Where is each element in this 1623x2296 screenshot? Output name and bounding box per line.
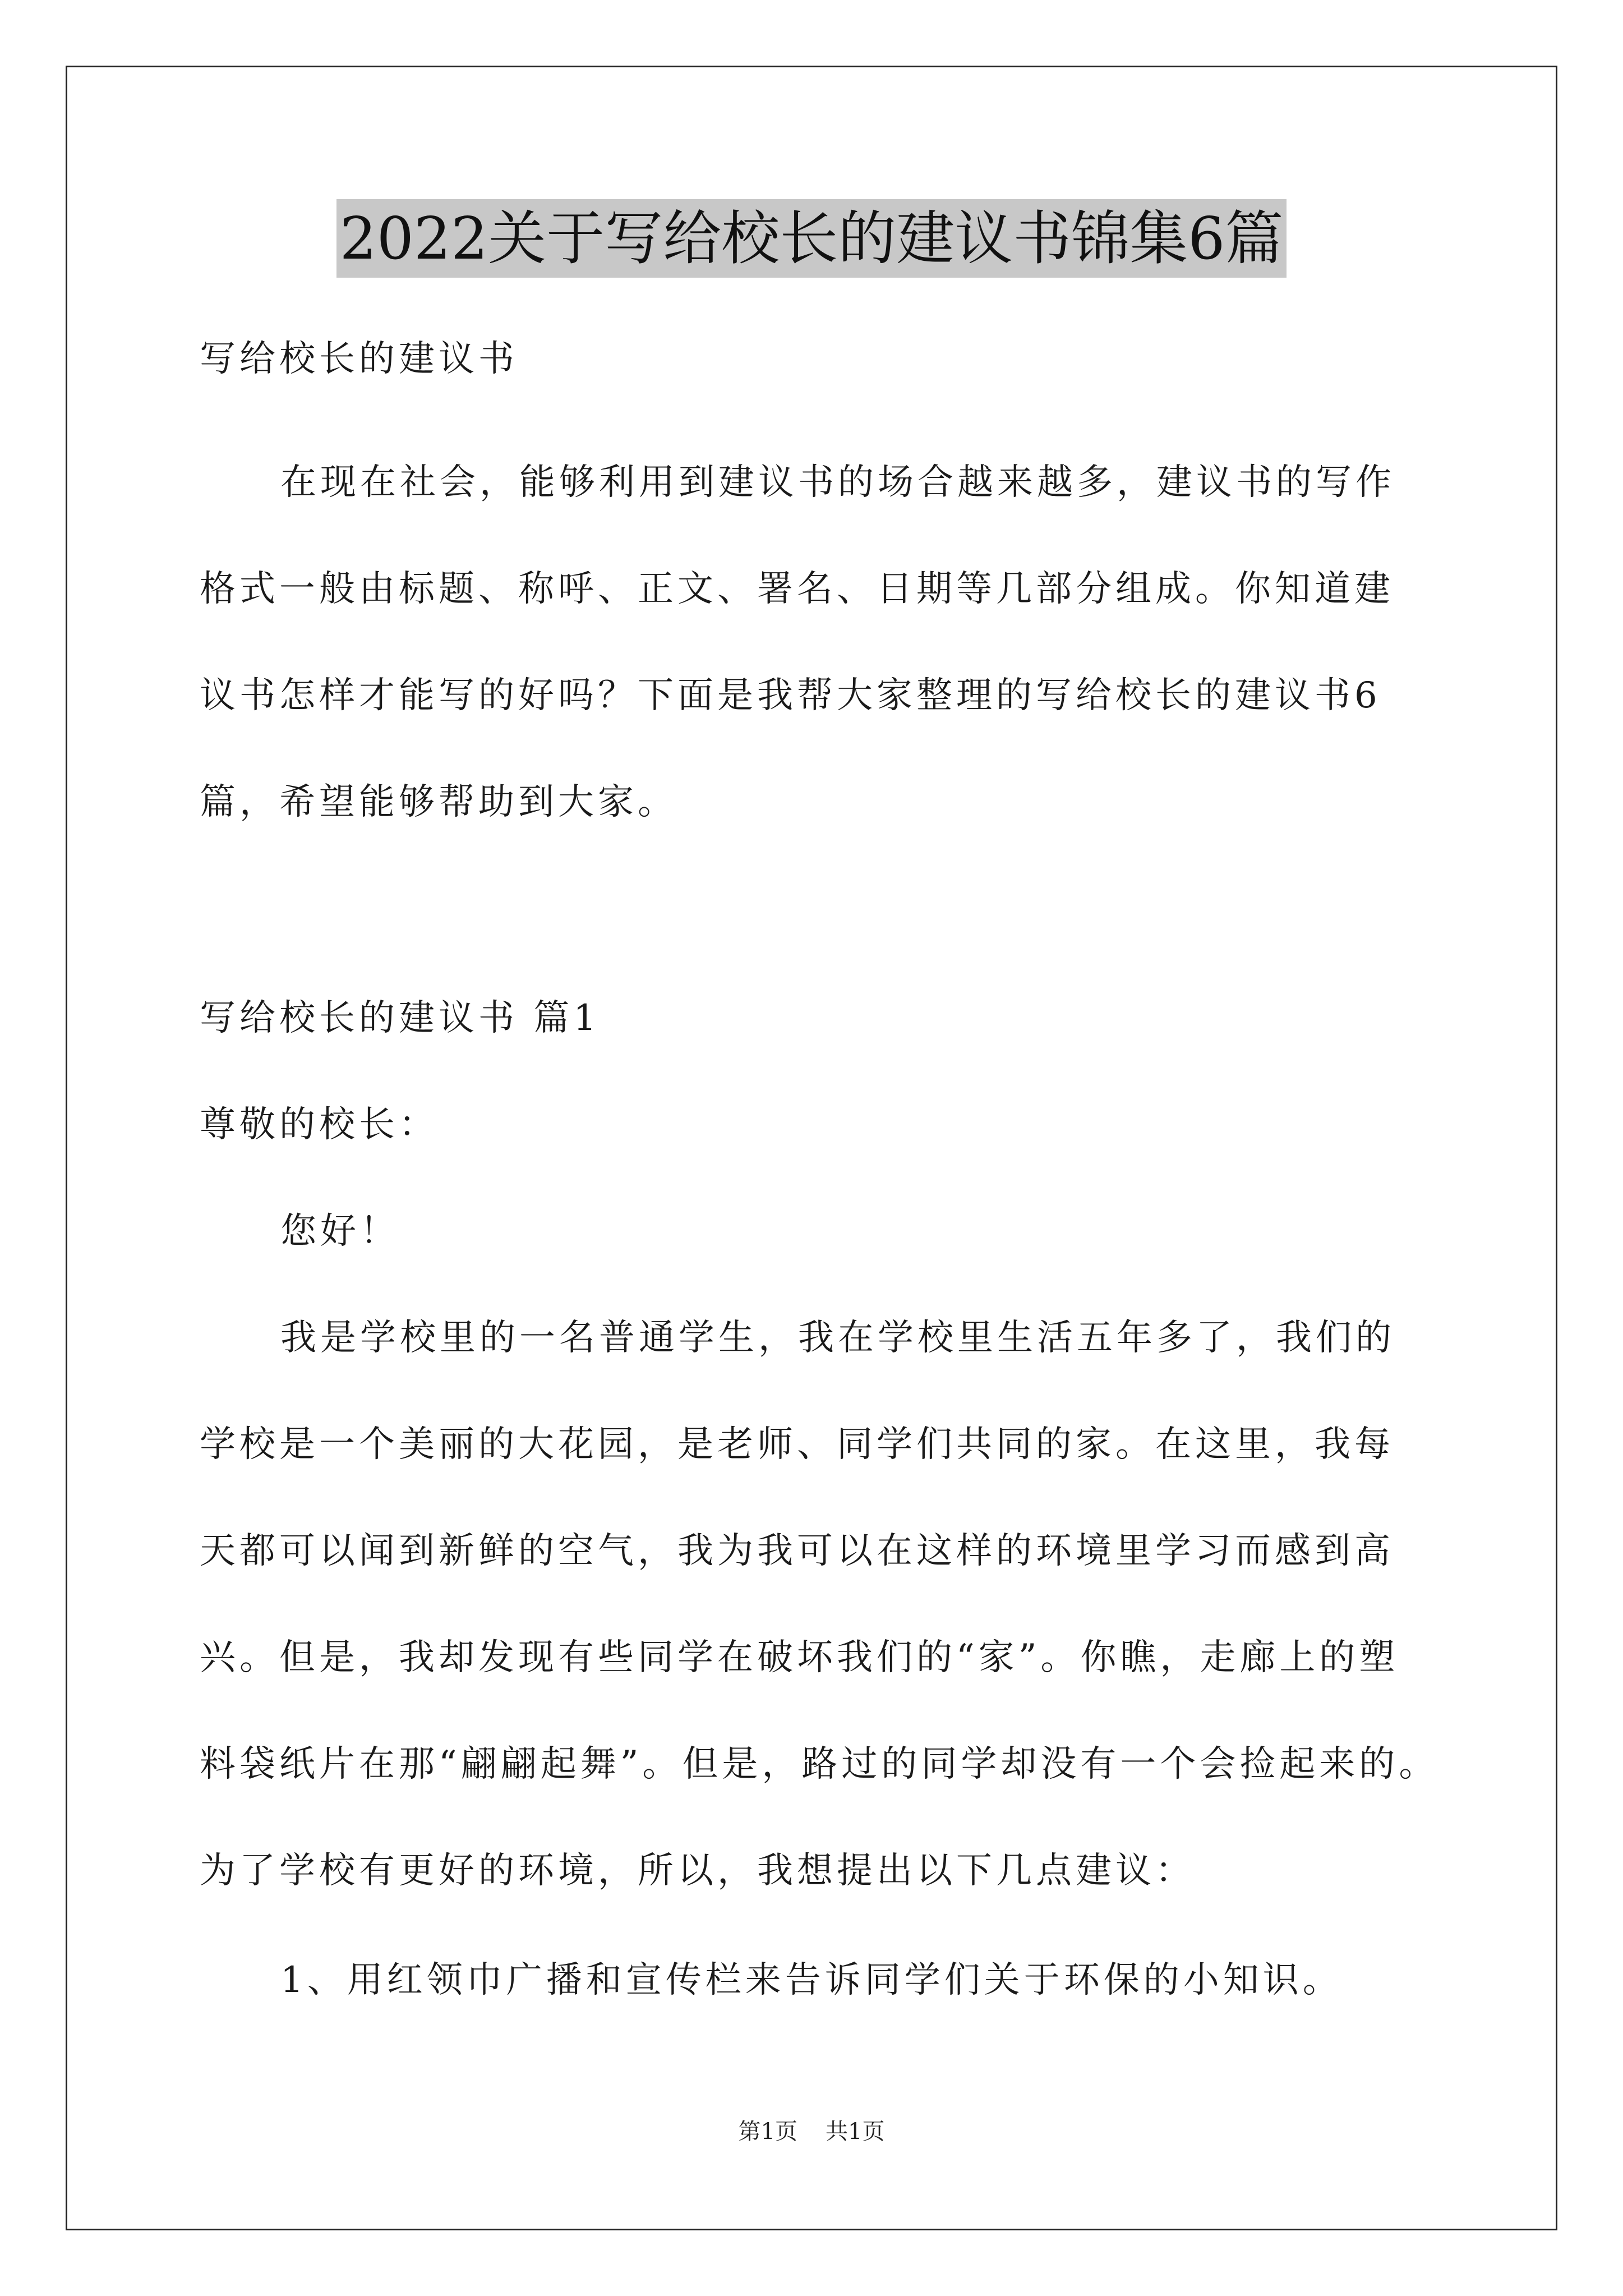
paragraph-line: 天都可以闻到新鲜的空气，我为我可以在这样的环境里学习而感到高 bbox=[200, 1530, 1394, 1572]
page-total: 共1页 bbox=[826, 2119, 885, 2145]
paragraph-line: 兴。但是，我却发现有些同学在破坏我们的“家”。你瞧，走廊上的塑 bbox=[200, 1637, 1399, 1678]
paragraph-line: 格式一般由标题、称呼、正文、署名、日期等几部分组成。你知道建 bbox=[200, 568, 1394, 610]
paragraph-line: 在现在社会，能够利用到建议书的场合越来越多，建议书的写作 bbox=[280, 462, 1395, 503]
page-number: 第1页 bbox=[738, 2119, 797, 2145]
paragraph-line: 料袋纸片在那“翩翩起舞”。但是，路过的同学却没有一个会捡起来的。 bbox=[200, 1743, 1439, 1785]
document-title: 2022关于写给校长的建议书锦集6篇 bbox=[336, 199, 1287, 278]
paragraph-line: 为了学校有更好的环境，所以，我想提出以下几点建议： bbox=[200, 1850, 1195, 1892]
paragraph-line: 篇，希望能够帮助到大家。 bbox=[200, 781, 677, 823]
paragraph-line: 我是学校里的一名普通学生，我在学校里生活五年多了，我们的 bbox=[280, 1317, 1395, 1359]
title-container bbox=[0, 199, 1623, 278]
suggestion-item: 1、用红领巾广播和宣传栏来告诉同学们关于环保的小知识。 bbox=[280, 1959, 1343, 2001]
page-footer bbox=[0, 2118, 1623, 2146]
section-heading: 写给校长的建议书 bbox=[200, 338, 518, 380]
salutation: 尊敬的校长： bbox=[200, 1104, 439, 1145]
paragraph-line: 学校是一个美丽的大花园，是老师、同学们共同的家。在这里，我每 bbox=[200, 1424, 1394, 1465]
greeting: 您好！ bbox=[280, 1211, 400, 1252]
letter-heading: 写给校长的建议书 篇1 bbox=[200, 997, 601, 1039]
paragraph-line: 议书怎样才能写的好吗？下面是我帮大家整理的写给校长的建议书6 bbox=[200, 675, 1381, 716]
